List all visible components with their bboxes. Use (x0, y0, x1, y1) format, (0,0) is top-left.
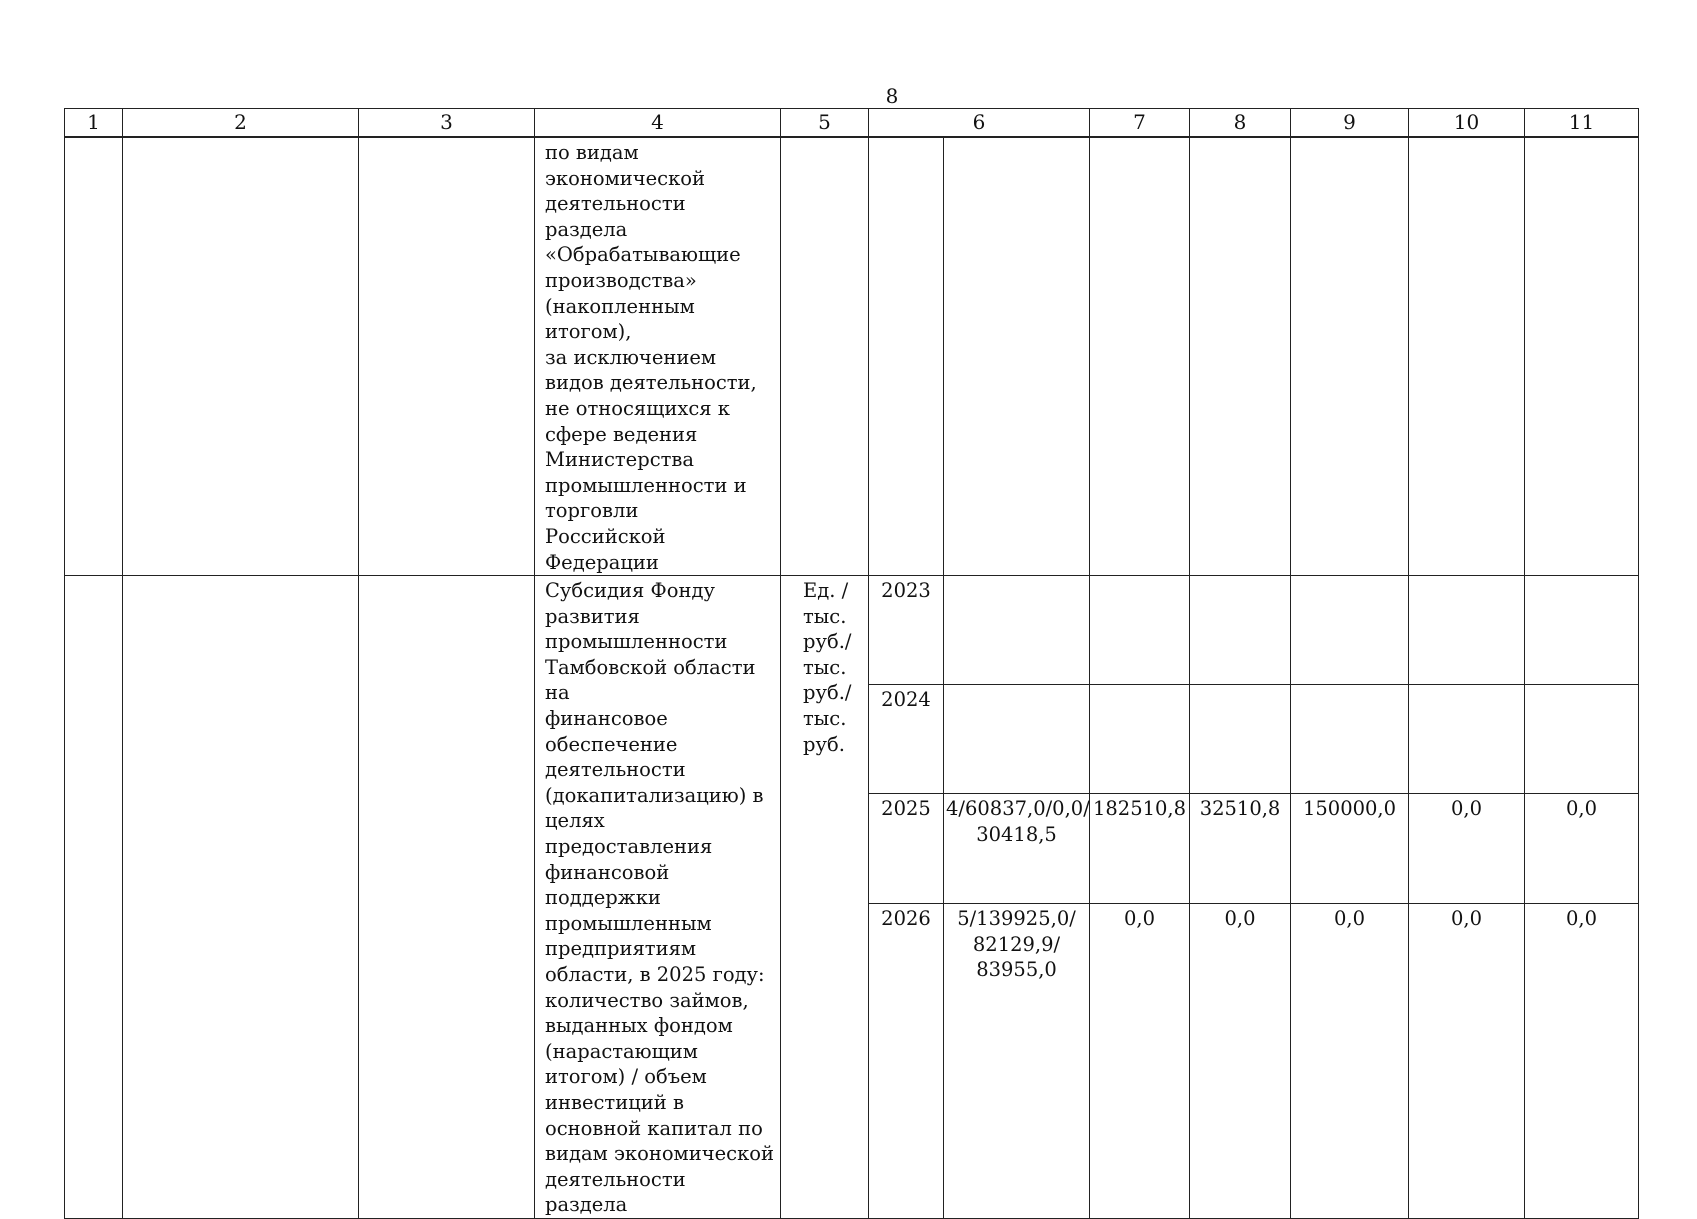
header-cell: 9 (1291, 109, 1409, 138)
header-row (65, 109, 1639, 138)
data-table (64, 108, 1639, 1219)
value-cell: 0,0 (1525, 904, 1639, 1219)
indicator-description: Субсидия Фонду развития промышленности Тамбовской области на финансовое обеспечение деятельности (докапитализацию) в целях предоставления финансовой поддержки промышленным предприятиям области, в 2025 году: количество займов, выданных фондом (нарастающим итогом) / объем инвестиций в основной капитал по видам экономической деятельности раздела (535, 576, 781, 1219)
header-cell: 5 (781, 109, 869, 138)
header-cell: 2 (123, 109, 359, 138)
header-cell: 6 (869, 109, 1090, 138)
value-cell: 0,0 (1525, 794, 1639, 904)
header-cell: 10 (1409, 109, 1525, 138)
header-cell: 1 (65, 109, 123, 138)
value-cell: 150000,0 (1291, 794, 1409, 904)
header-cell: 3 (359, 109, 535, 138)
header-cell: 4 (535, 109, 781, 138)
header-cell: 11 (1525, 109, 1639, 138)
unit-of-measure: Ед. / тыс. руб./ тыс. руб./ тыс. руб. (781, 576, 869, 1219)
value-cell: 0,0 (1409, 904, 1525, 1219)
header-cell: 7 (1090, 109, 1190, 138)
year-cell: 2026 (869, 904, 944, 1219)
table-row-2023 (65, 576, 1639, 685)
value-cell: 182510,8 (1090, 794, 1190, 904)
indicator-values-cell: 4/60837,0/0,0/ 30418,5 (944, 794, 1090, 904)
page-number: 8 (885, 84, 899, 108)
year-cell: 2023 (869, 576, 944, 685)
value-cell: 0,0 (1190, 904, 1291, 1219)
value-cell: 32510,8 (1190, 794, 1291, 904)
value-cell: 0,0 (1409, 794, 1525, 904)
value-cell: 0,0 (1090, 904, 1190, 1219)
year-cell: 2025 (869, 794, 944, 904)
table-row-continuation (65, 137, 1639, 576)
value-cell: 0,0 (1291, 904, 1409, 1219)
indicator-description-continued: по видам экономической деятельности раздела «Обрабатывающие производства» (накопленным итогом), за исключением видов деятельности, не относящихся к сфере ведения Министерства промышленности и торговли Российской Федерации (535, 137, 781, 576)
indicator-values-cell: 5/139925,0/ 82129,9/ 83955,0 (944, 904, 1090, 1219)
year-cell: 2024 (869, 684, 944, 794)
header-cell: 8 (1190, 109, 1291, 138)
